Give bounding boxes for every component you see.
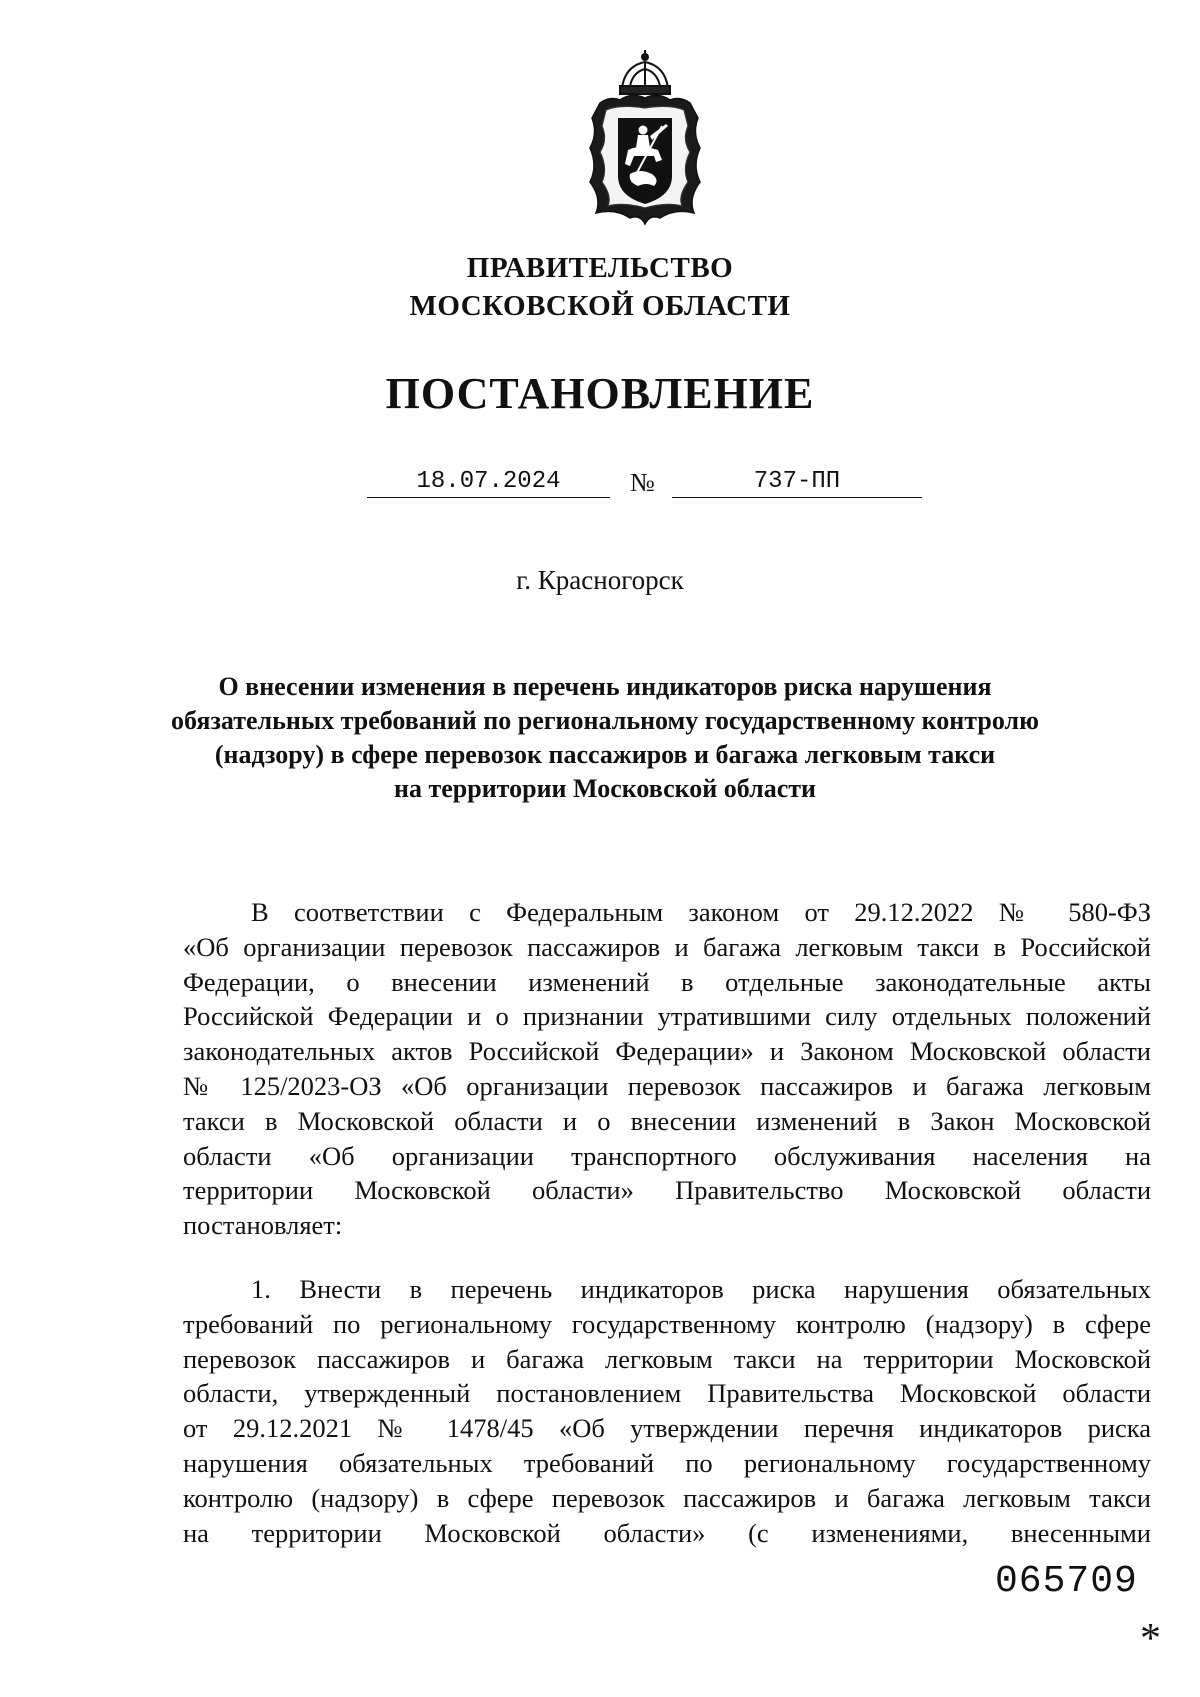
text-line: Российской Федерации и о признании утратившими силу отдельных положений [183,1001,1151,1032]
text-line: постановляет: [183,1210,343,1241]
document-number: 737-ПП [672,468,922,498]
document-type-title: ПОСТАНОВЛЕНИЕ [385,369,815,418]
text-line: «Об организации перевозок пассажиров и багажа легковым такси в Российской [183,931,1151,962]
coat-of-arms-icon [580,48,710,228]
text-line: от 29.12.2021 № 1478/45 «Об утверждении перечня индикаторов риска [183,1413,1151,1444]
subject-line: (надзору) в сфере перевозок пассажиров и багажа легковым такси [214,740,996,769]
government-name-line1: ПРАВИТЕЛЬСТВО [466,252,734,284]
clause-1-paragraph [183,1272,1151,1550]
text-line: территории Московской области» Правительство Московской области [183,1175,1151,1206]
text-line: В соответствии с Федеральным законом от 29.12.2022 № 580-ФЗ [251,897,1151,927]
text-line: перевозок пассажиров и багажа легковым такси на территории Московской [183,1343,1151,1374]
text-line: области «Об организации транспортного обслуживания населения на [183,1140,1151,1171]
form-serial-number: 065709 [995,1560,1138,1603]
document-date: 18.07.2024 [367,468,610,498]
document-subject [140,670,1070,806]
text-line: такси в Московской области и о внесении изменений в Закон Московской [183,1105,1151,1136]
text-line: нарушения обязательных требований по региональному государственному [183,1447,1151,1478]
text-line: Федерации, о внесении изменений в отдельные законодательные акты [183,966,1151,997]
text-line: требований по региональному государственному контролю (надзору) в сфере [183,1308,1151,1339]
text-line: контролю (надзору) в сфере перевозок пассажиров и багажа легковым такси [183,1482,1151,1513]
asterisk-mark: * [1140,1616,1161,1662]
city-of-issue: г. Красногорск [516,565,684,595]
text-line: 1. Внести в перечень индикаторов риска нарушения обязательных [251,1274,1151,1304]
number-sign: № [630,468,655,497]
registration-line [0,468,1200,508]
government-name-line2: МОСКОВСКОЙ ОБЛАСТИ [409,290,791,322]
preamble-paragraph [183,895,1151,1243]
text-line: на территории Московской области» (с изменениями, внесенными [183,1517,1151,1548]
text-line: области, утвержденный постановлением Правительства Московской области [183,1378,1151,1409]
subject-line: на территории Московской области [393,774,817,803]
subject-line: обязательных требований по региональному государственному контролю [171,706,1039,735]
text-line: законодательных актов Российской Федерации» и Законом Московской области [183,1036,1151,1067]
subject-line: О внесении изменения в перечень индикаторов риска нарушения [218,672,992,701]
text-line: № 125/2023-ОЗ «Об организации перевозок пассажиров и багажа легковым [183,1070,1151,1101]
